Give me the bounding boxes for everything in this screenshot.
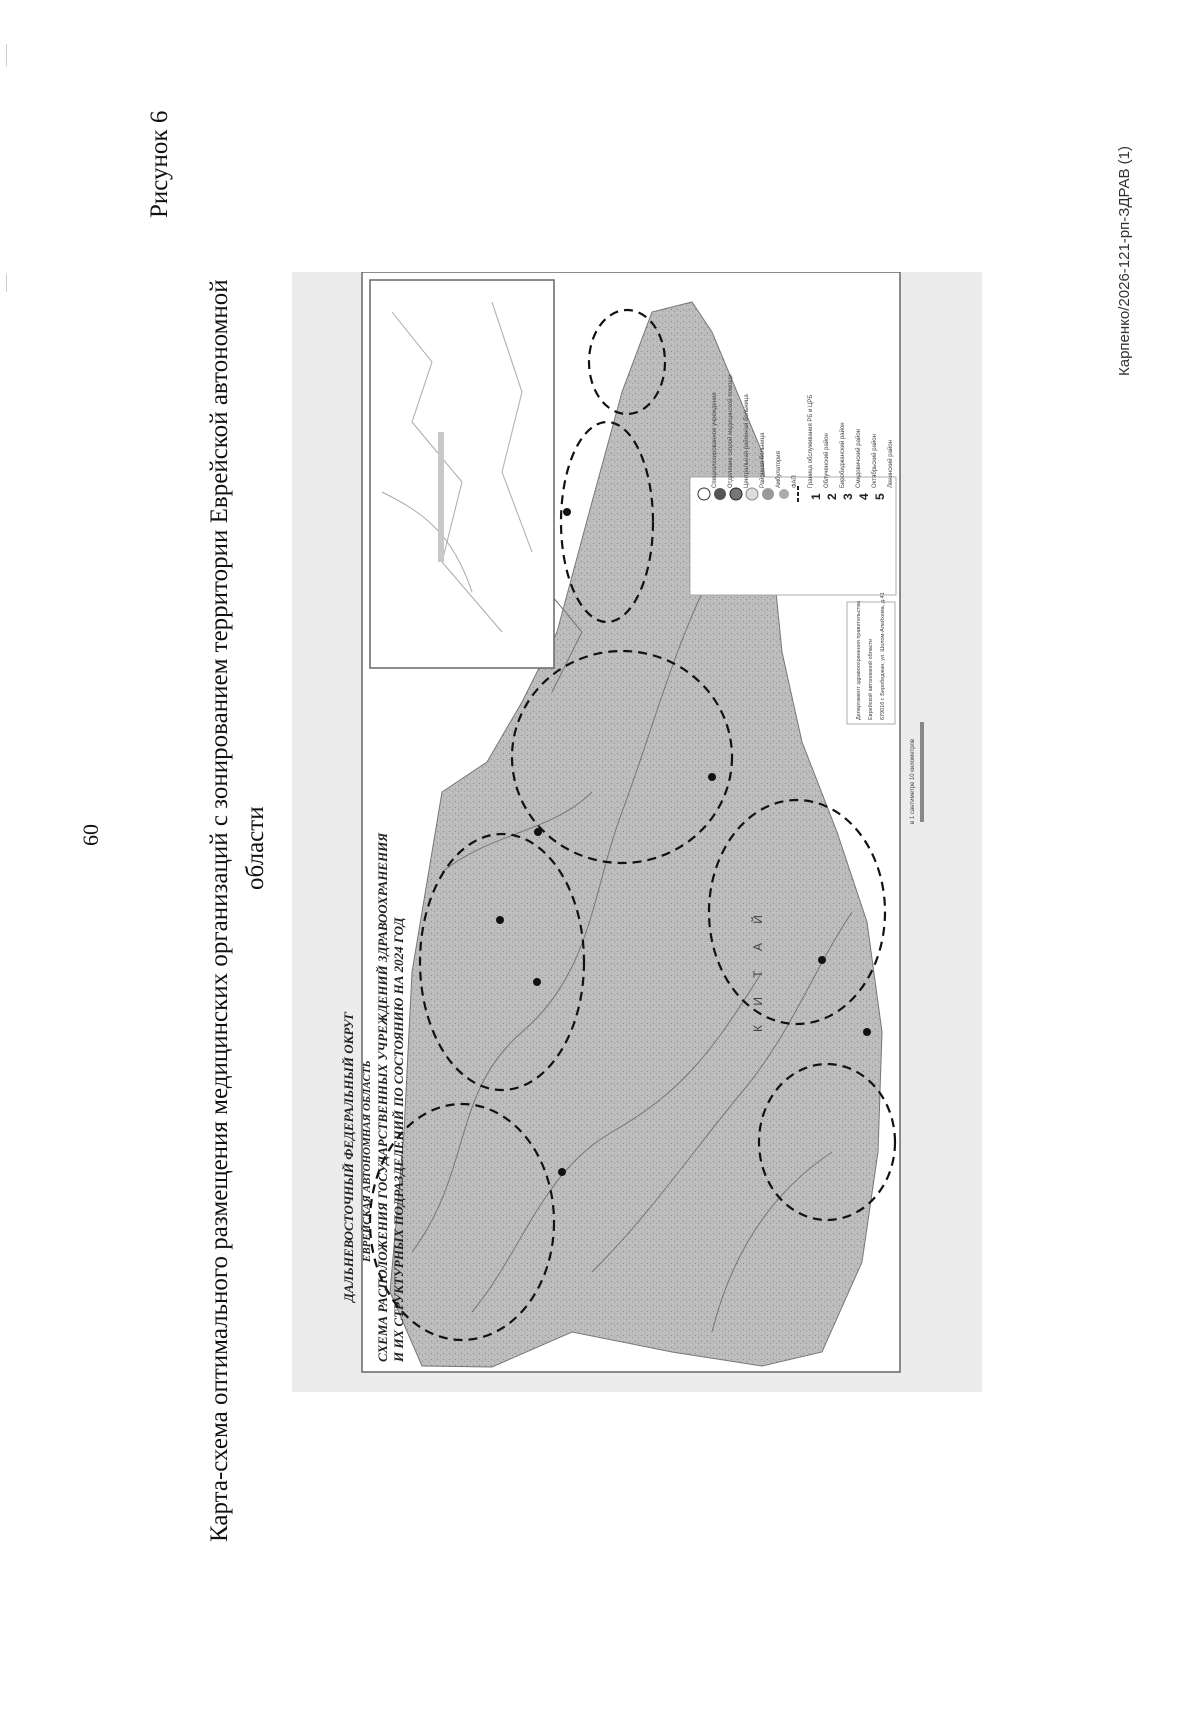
source-line-2: Еврейской автономной области (868, 638, 874, 720)
district-name: Биробиджанский район (840, 422, 846, 488)
legend-label: Районная больница (760, 432, 766, 488)
edge-mark-top (6, 44, 7, 66)
district-number: 4 (857, 493, 871, 500)
district-name: Облученский район (824, 433, 830, 488)
figure-caption-line-1: Карта-схема оптимального размещения медицинских организаций с зонированием территории Еврейской автономной (206, 279, 233, 1542)
inset-highlight (438, 432, 444, 562)
district-number: 3 (841, 493, 855, 500)
map-figure (292, 272, 982, 1392)
district-name: Ленинский район (888, 440, 894, 488)
scale-text: в 1 сантиметре 10 километров (910, 738, 916, 824)
gray-circle-icon (762, 488, 774, 500)
legend-label: Отделение скорой медицинской помощи (728, 374, 734, 488)
legend-label: Специализированное учреждение (712, 392, 718, 488)
hospital-icon (730, 488, 742, 500)
district-name: Октябрьский район (872, 434, 878, 488)
figure-caption-line-2: области (242, 806, 269, 890)
source-line-3: 679016 г. Биробиджан, ул. Шолом-Алейхема, д.41 (880, 592, 886, 720)
edge-mark-mid (6, 274, 7, 292)
legend-label: Амбулатория (776, 451, 782, 488)
white-circle-icon (698, 488, 710, 500)
map-title-line-1: ДАЛЬНЕВОСТОЧНЫЙ ФЕДЕРАЛЬНЫЙ ОКРУГ (341, 1011, 356, 1302)
ambulance-icon (714, 488, 726, 500)
page-number: 60 (78, 824, 103, 846)
figure-label: Рисунок 6 (146, 110, 173, 218)
district-number: 2 (825, 493, 839, 500)
district-number: 1 (809, 493, 823, 500)
light-circle-icon (746, 488, 758, 500)
legend-label: Граница обслуживания РБ и ЦРБ (808, 394, 814, 488)
document-code: Карпенко/2026-121-рп-ЗДРАВ (1) (1116, 146, 1133, 376)
scale-bar (920, 722, 924, 822)
map-title-line-3: СХЕМА РАСПОЛОЖЕНИЯ ГОСУДАРСТВЕННЫХ УЧРЕЖДЕНИЙ ЗДРАВООХРАНЕНИЯ (375, 832, 390, 1362)
inset-map-frame (370, 280, 554, 668)
china-label: К И Т А Й (751, 907, 765, 1032)
district-name: Смидовичский район (856, 429, 862, 488)
source-line-1: Департамент здравоохранения правительства (856, 600, 862, 720)
legend-label: Центральная районная больница (744, 394, 750, 488)
map-title-line-2: ЕВРЕЙСКАЯ АВТОНОМНАЯ ОБЛАСТЬ (361, 1060, 373, 1262)
source-info (847, 592, 895, 724)
small-circle-icon (779, 489, 789, 499)
map-svg (292, 272, 982, 1392)
legend-label: ФАП (792, 475, 798, 488)
district-number: 5 (873, 493, 887, 500)
map-title-line-4: И ИХ СТРУКТУРНЫХ ПОДРАЗДЕЛЕНИЙ ПО СОСТОЯНИЮ НА 2024 ГОД (391, 917, 406, 1362)
